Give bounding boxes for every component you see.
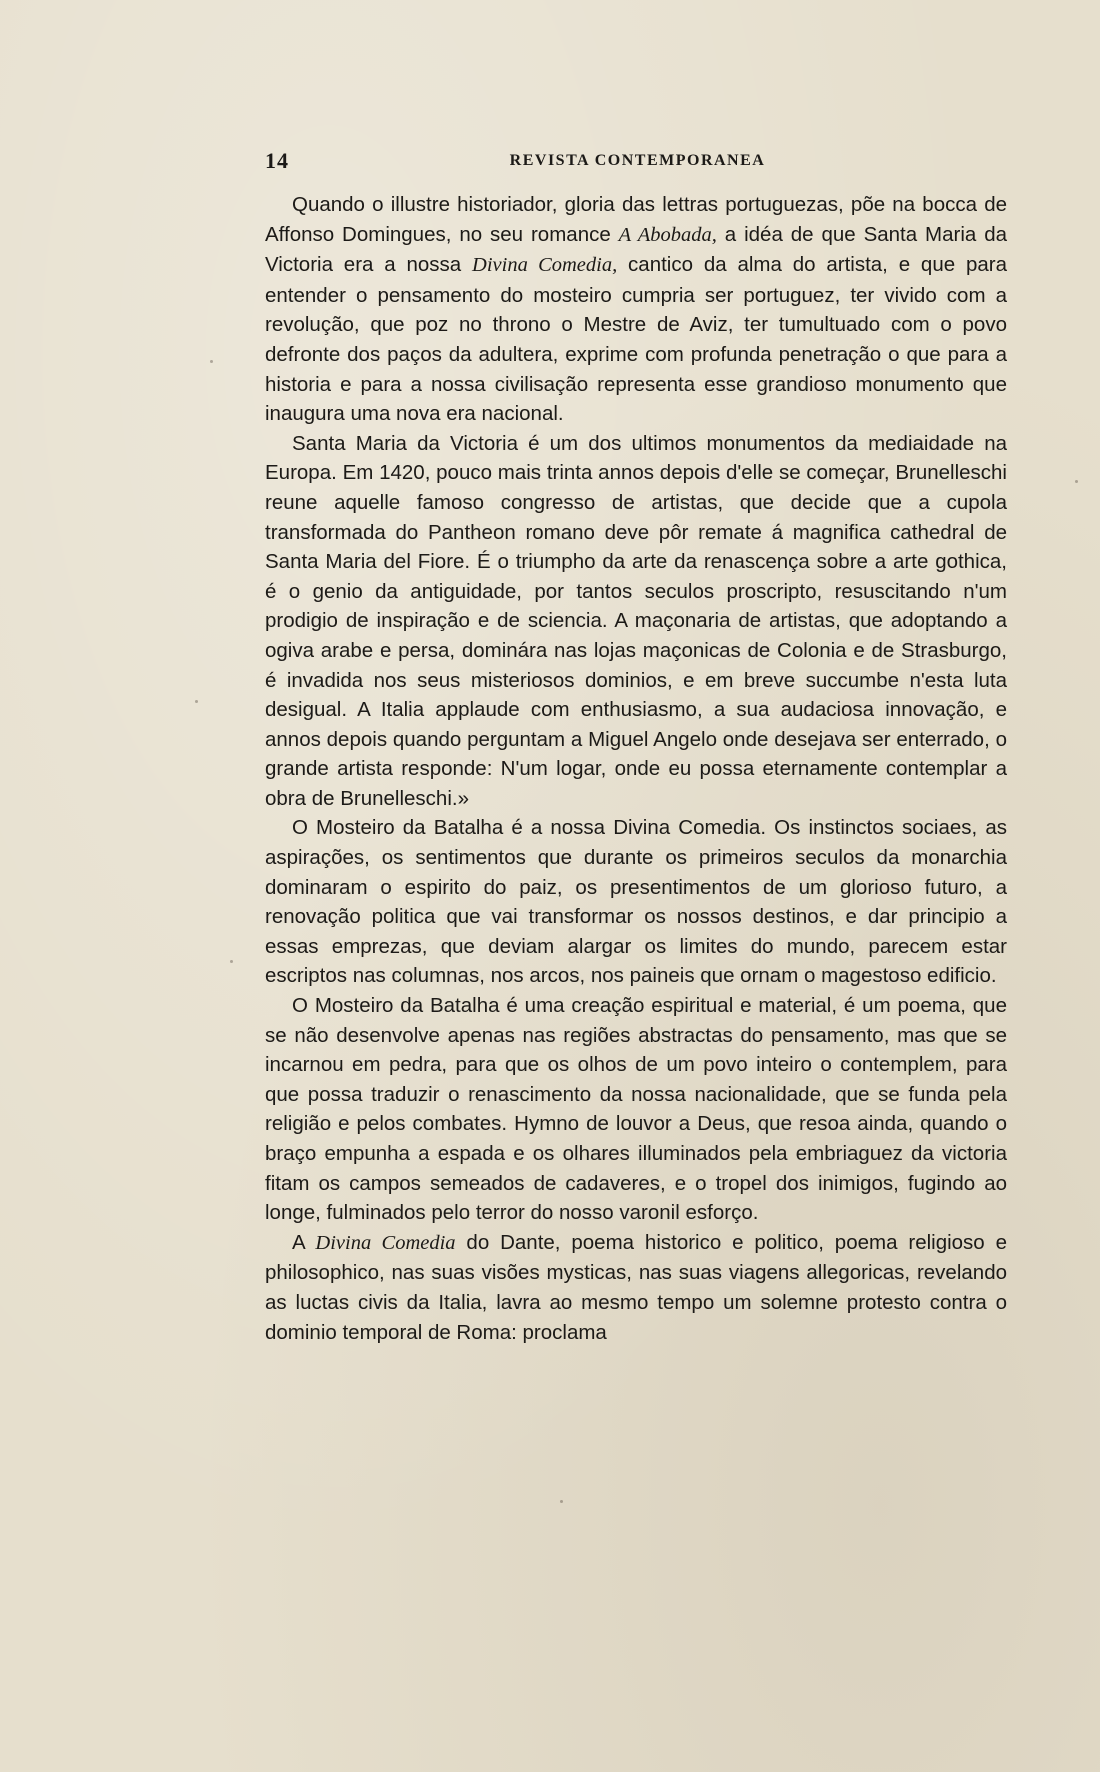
paragraph-text: do Dante, poema historico e politico, poema religioso e philosophico, nas suas visões mysticas, nas suas viagens allegoricas, revelando as luctas civis da Italia, lavra ao mesmo tempo um solemne protesto contra o dominio temporal de Roma: proclama <box>265 1230 1007 1344</box>
paper-speck <box>210 360 213 363</box>
paragraph-text: Santa Maria da Victoria é um dos ultimos monumentos da mediaidade na Europa. Em 1420, pouco mais trinta annos depois d'elle se começar, Brunelleschi reune aquelle famoso congresso de artistas, que decide que a cupola transformada do Pantheon romano deve pôr remate á magnifica cathedral de Santa Maria del Fiore. É o triumpho da arte da renascença sobre a arte gothica, é o genio da antiguidade, por tantos seculos proscripto, resuscitando n'um prodigio de inspiração e de sciencia. A maçonaria de artistas, que adoptando a ogiva arabe e persa, dominára nas lojas maçonicas de Colonia e de Strasburgo, é invadida nos seus misteriosos dominios, e em breve succumbe n'esta luta desigual. A Italia applaude com enthusiasmo, a sua audaciosa innovação, e annos depois quando perguntam a Miguel Angelo onde desejava ser enterrado, o grande artista responde: N'um logar, onde eu possa eternamente contemplar a obra de Brunelleschi.» <box>265 431 1007 810</box>
paragraph <box>265 429 1007 814</box>
page-number: 14 <box>265 148 289 173</box>
paragraph-text: O Mosteiro da Batalha é uma creação espiritual e material, é um poema, que se não desenvolve apenas nas regiões abstractas do pensamento, mas que se incarnou em pedra, para que os olhos de um povo inteiro o contemplem, para que possa traduzir o renascimento da nossa nacionalidade, que se funda pela religião e pelos combates. Hymno de louvor a Deus, que resoa ainda, quando o braço empunha a espada e os olhares illuminados pela embriaguez da victoria fitam os campos semeados de cadaveres, e o tropel dos inimigos, fugindo ao longe, fulminados pelo terror do nosso varonil esforço. <box>265 994 1007 1225</box>
paper-speck <box>1075 480 1078 483</box>
paragraph-text: O Mosteiro da Batalha é a nossa Divina Comedia. Os instinctos sociaes, as aspirações, os sentimentos que durante os primeiros seculos da monarchia dominaram o espirito do paiz, os presentimentos de um glorioso futuro, a renovação politica que vai transformar os nossos destinos, e dar principio a essas emprezas, que deviam alargar os limites do mundo, parecem estar escriptos nas columnas, nos arcos, nos paineis que ornam o magestoso edificio. <box>265 816 1007 988</box>
paragraph-text: a idéa de que Santa Maria da Victoria era a nossa <box>265 222 1007 277</box>
paragraph-text: Quando o illustre historiador, gloria das lettras portuguezas, põe na bocca de Affonso Domingues, no seu romance <box>265 193 1007 246</box>
italic-title-text: A Abobada, <box>618 223 717 246</box>
paragraph <box>265 1228 1007 1347</box>
paragraph <box>265 813 1007 991</box>
italic-title-text: Divina Comedia <box>315 1231 456 1254</box>
paragraph <box>265 991 1007 1228</box>
paper-speck <box>230 960 233 963</box>
article-body <box>265 190 1007 1347</box>
paragraph-text: A <box>292 1230 316 1254</box>
paragraph-text: cantico da alma do artista, e que para entender o pensamento do mosteiro cumpria ser portuguez, ter vivido com a revolução, que poz no throno o Mestre de Aviz, ter tumultuado com o povo defronte dos paços da adultera, exprime com profunda penetração o que para a historia e para a nossa civilisação representa esse grandioso monumento que inaugura uma nova era nacional. <box>265 253 1007 426</box>
paper-speck <box>195 700 198 703</box>
paragraph <box>265 190 1007 429</box>
running-title: REVISTA CONTEMPORANEA <box>509 152 766 169</box>
paper-speck <box>560 1500 563 1503</box>
page-header <box>265 148 1010 178</box>
italic-title-text: Divina Comedia, <box>472 254 618 277</box>
